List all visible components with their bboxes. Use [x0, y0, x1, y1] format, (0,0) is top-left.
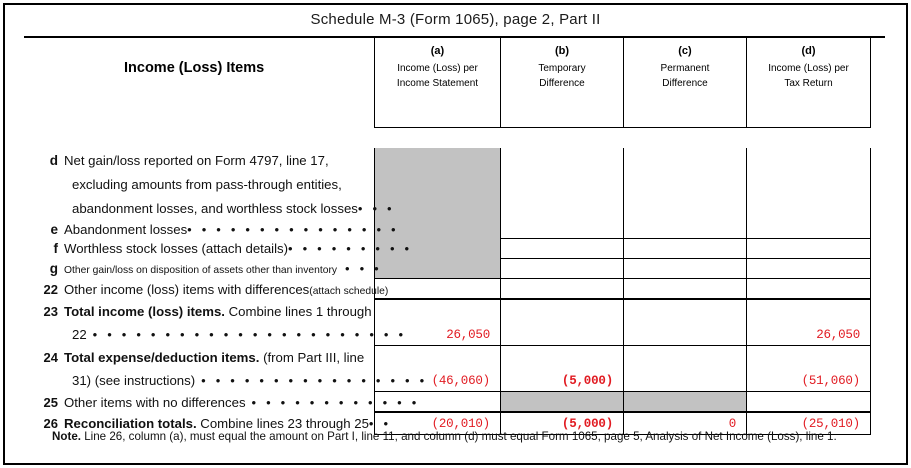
column-header-c: [623, 38, 746, 128]
column-desc-a-line2: Income Statement: [396, 78, 479, 89]
cell-e-c[interactable]: [623, 220, 746, 239]
column-desc-b-line1: Temporary: [538, 63, 586, 74]
cell-25-b[interactable]: [500, 392, 623, 413]
row-text-23-line2-wrap: [32, 323, 407, 346]
leader-dots-g: • • •: [345, 261, 382, 276]
leader-dots-23: • • • • • • • • • • • • • • • • • • • • • •: [92, 327, 407, 342]
row-text-25: Other items with no differences: [64, 395, 246, 410]
row-number-22: 22: [43, 282, 58, 297]
table-row-25: [24, 392, 871, 413]
row-text-24-line2: 31) (see instructions): [72, 373, 196, 388]
cell-25-c[interactable]: [623, 392, 746, 413]
column-letter-d: (d): [801, 45, 816, 57]
cell-23-d[interactable]: 26,050: [746, 300, 871, 346]
row-number-23: 23: [43, 304, 58, 319]
row-subtext-22: (attach schedule): [309, 286, 389, 297]
table-row-d: [24, 148, 871, 220]
row-text-23-rest: Combine lines 1 through: [224, 304, 372, 319]
table-row-f: [24, 239, 871, 259]
row-number-e: e: [50, 222, 58, 237]
row-text-24-line2-wrap: [32, 369, 428, 392]
column-desc-d-line1: Income (Loss) per: [768, 63, 849, 74]
row-number-24: 24: [43, 350, 58, 365]
cell-f-b[interactable]: [500, 239, 623, 259]
cell-g-c[interactable]: [623, 259, 746, 279]
row-text-22: Other income (loss) items with differences: [64, 282, 310, 297]
row-text-24-rest: (from Part III, line: [259, 350, 365, 365]
column-letter-b: (b): [554, 45, 570, 57]
cell-g-a[interactable]: [374, 259, 500, 279]
row-text-e: Abandonment losses: [64, 222, 188, 237]
cell-g-d[interactable]: [746, 259, 871, 279]
row-text-24-bold: Total expense/deduction items.: [64, 350, 260, 365]
table-row-g: [24, 259, 871, 279]
leader-dots-d: • • •: [357, 201, 395, 216]
row-label-24: [24, 346, 428, 392]
row-number-25: 25: [43, 395, 58, 410]
row-text-d-line2: excluding amounts from pass-through entities,: [72, 177, 342, 192]
column-desc-a-line1: Income (Loss) per: [397, 63, 478, 74]
cell-24-b[interactable]: (5,000): [500, 346, 623, 392]
row-text-d-line3-wrap: [32, 197, 395, 221]
cell-23-c[interactable]: [623, 300, 746, 346]
table-header: [24, 38, 885, 128]
cell-d-d[interactable]: [746, 148, 871, 220]
cell-22-b[interactable]: [500, 279, 623, 300]
row-text-d-line1: Net gain/loss reported on Form 4797, line 17,: [64, 153, 329, 168]
leader-dots-e: • • • • • • • • • • • • • • •: [187, 222, 399, 237]
column-desc-d-line2: Tax Return: [784, 78, 833, 89]
income-loss-items-heading: Income (Loss) Items: [124, 60, 265, 76]
row-text-23-line2: 22: [72, 327, 87, 342]
leader-dots-f: • • • • • • • • •: [288, 241, 413, 256]
column-letter-c: (c): [678, 45, 692, 57]
cell-23-a[interactable]: 26,050: [374, 300, 500, 346]
table-row-23: [24, 300, 871, 346]
cell-26-b[interactable]: (5,000): [500, 413, 623, 435]
column-header-b: [500, 38, 623, 128]
cell-e-d[interactable]: [746, 220, 871, 239]
row-label-25: [24, 392, 420, 413]
column-desc-c-line1: Permanent: [660, 63, 710, 74]
column-desc-b-line2: Difference: [539, 78, 585, 89]
table-row-e: [24, 220, 871, 239]
row-text-g: Other gain/loss on disposition of assets other than inventory: [64, 265, 338, 276]
row-label-e: [24, 220, 399, 239]
row-text-d-line3: abandonment losses, and worthless stock losses: [72, 201, 358, 216]
line-items-table: [24, 148, 871, 435]
cell-23-b[interactable]: [500, 300, 623, 346]
row-number-26: 26: [43, 416, 58, 431]
cell-26-a[interactable]: (20,010): [374, 413, 500, 435]
footnote-label: Note.: [52, 430, 81, 443]
row-text-26-bold: Reconciliation totals.: [64, 416, 197, 431]
row-number-d: d: [49, 153, 58, 168]
row-label-f: [24, 239, 413, 259]
cell-26-d[interactable]: (25,010): [746, 413, 871, 435]
row-number-g: g: [49, 261, 58, 276]
cell-22-c[interactable]: [623, 279, 746, 300]
leader-dots-26: • •: [368, 416, 392, 431]
column-header-d: [746, 38, 871, 128]
row-text-26-rest: Combine lines 23 through 25: [196, 416, 369, 431]
row-label-d: [24, 148, 395, 220]
table-row-22: [24, 279, 871, 300]
cell-d-b[interactable]: [500, 148, 623, 220]
cell-d-c[interactable]: [623, 148, 746, 220]
row-label-22: [24, 279, 389, 300]
cell-e-b[interactable]: [500, 220, 623, 239]
footnote-text: Line 26, column (a), must equal the amount on Part I, line 11, and column (d) must equal Form 1065, page 5, Analysis of Net Income (Loss), line 1.: [80, 430, 837, 443]
cell-g-b[interactable]: [500, 259, 623, 279]
cell-22-a[interactable]: [374, 279, 500, 300]
row-number-f: f: [53, 241, 58, 256]
page-title: Schedule M-3 (Form 1065), page 2, Part II: [310, 11, 601, 28]
cell-f-c[interactable]: [623, 239, 746, 259]
cell-26-c[interactable]: 0: [623, 413, 746, 435]
row-text-f: Worthless stock losses (attach details): [64, 241, 289, 256]
leader-dots-24: • • • • • • • • • • • • • • • •: [201, 373, 428, 388]
column-letter-a: (a): [430, 45, 445, 57]
row-label-g: [24, 259, 382, 279]
column-header-a: [374, 38, 500, 128]
leader-dots-25: • • • • • • • • • • • •: [251, 395, 420, 410]
footnote: [52, 428, 852, 445]
cell-f-d[interactable]: [746, 239, 871, 259]
table-row-24: [24, 346, 871, 392]
cell-24-a[interactable]: (46,060): [374, 346, 500, 392]
row-text-23-bold: Total income (loss) items.: [64, 304, 225, 319]
column-desc-c-line2: Difference: [662, 78, 708, 89]
cell-22-d[interactable]: [746, 279, 871, 300]
cell-24-d[interactable]: (51,060): [746, 346, 871, 392]
cell-25-d[interactable]: [746, 392, 871, 413]
row-label-23: [24, 300, 407, 346]
cell-24-c[interactable]: [623, 346, 746, 392]
